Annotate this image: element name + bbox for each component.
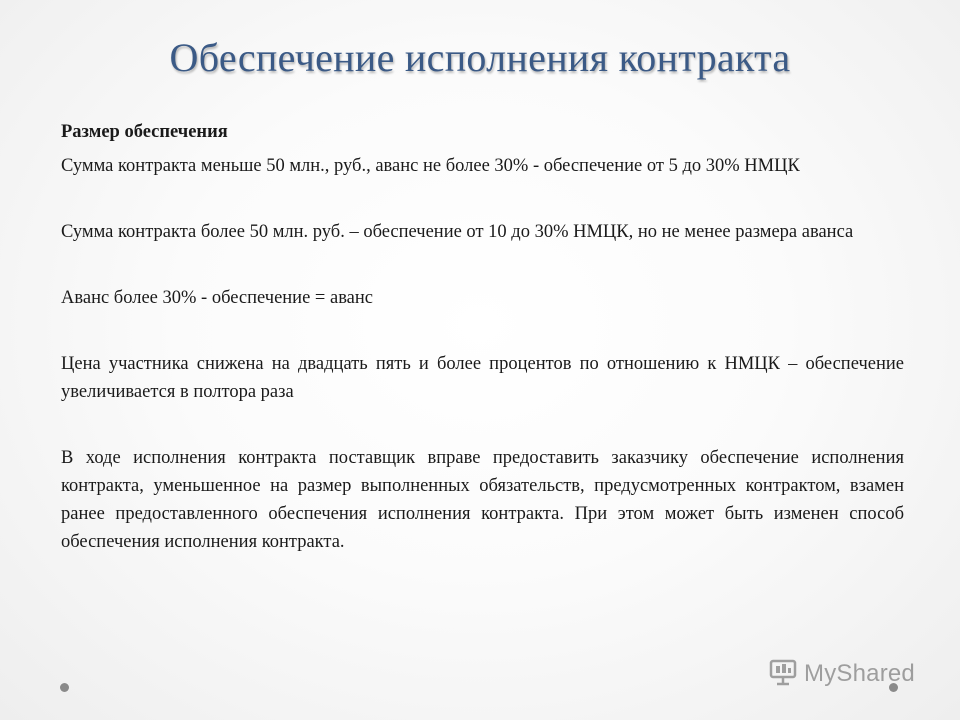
- decorative-dot-left: [60, 683, 69, 692]
- paragraph-advance-over-30: Аванс более 30% - обеспечение = аванс: [61, 288, 374, 308]
- paragraph-security-reduction: В ходе исполнения контракта поставщик вправе предоставить заказчику обеспечение исполнения контракта, уменьшенное на размер выполненных обязательств, предусмотренных контрактом, взамен ранее предоставленного обеспечения исполнения контракта. При этом может быть изменен способ обеспечения исполнения контракта.: [61, 448, 904, 552]
- watermark: [768, 654, 915, 694]
- slide-title: Обеспечение исполнения контракта: [169, 35, 791, 80]
- watermark-text: MyShared: [804, 660, 915, 687]
- paragraph-contract-over-50m: Сумма контракта более 50 млн. руб. – обеспечение от 10 до 30% НМЦК, но не менее размера аванса: [61, 222, 854, 242]
- slide-content: [61, 118, 904, 556]
- presentation-board-icon: [768, 657, 798, 692]
- paragraph-price-reduced: Цена участника снижена на двадцать пять и более процентов по отношению к НМЦК – обеспечение увеличивается в полтора раза: [61, 354, 904, 402]
- paragraph-contract-under-50m: Сумма контракта меньше 50 млн., руб., аванс не более 30% - обеспечение от 5 до 30% НМЦК: [61, 156, 800, 176]
- section-heading: Размер обеспечения: [61, 122, 228, 142]
